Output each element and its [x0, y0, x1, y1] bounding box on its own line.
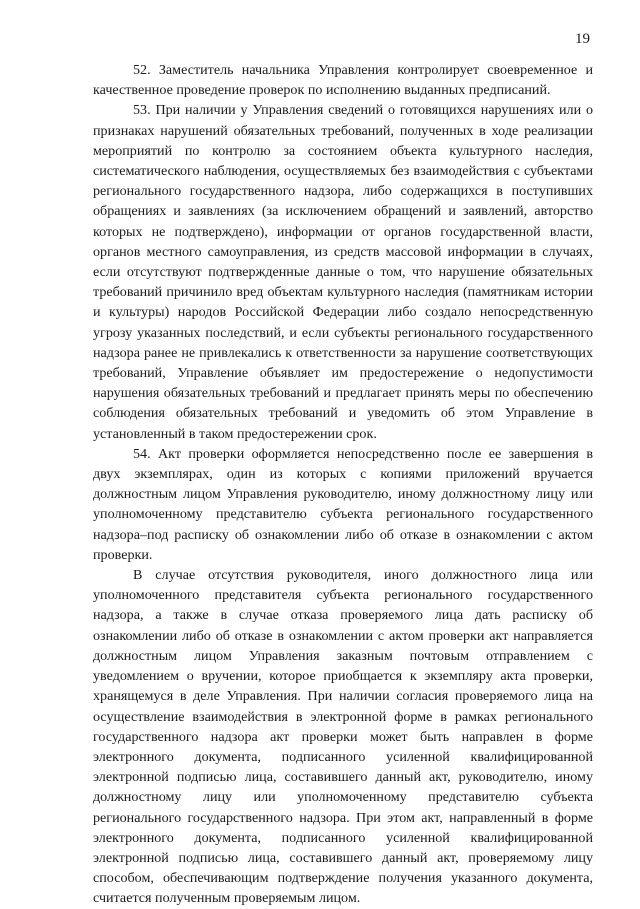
page-number: 19	[575, 31, 590, 47]
paragraph-54-continuation: В случае отсутствия руководителя, иного должностного лица или уполномоченного представителя субъекта регионального государственного надзора, а также в случае отказа проверяемого лица дать расписку об ознакомлении либо об отказе в ознакомлении с актом проверки акт направляется должностным лицом Управления заказным почтовым отправлением с уведомлением о вручении, которое приобщается к экземпляру акта проверки, хранящемуся в деле Управления. При наличии согласия проверяемого лица на осуществление взаимодействия в электронной форме в рамках регионального государственного надзора акт проверки может быть направлен в форме электронного документа, подписанного усиленной квалифицированной электронной подписью лица, составившего данный акт, руководителю, иному должностному лицу или уполномоченному представителю субъекта регионального государственного надзора. При этом акт, направленный в форме электронного документа, подписанного усиленной квалифицированной электронной подписью лица, составившего данный акт, проверяемому лицу способом, обеспечивающим подтверждение получения указанного документа, считается полученным проверяемым лицом.	[93, 567, 593, 907]
paragraph-52: 52. Заместитель начальника Управления контролирует своевременное и качественное проведение проверок по исполнению выданных предписаний.	[93, 62, 593, 99]
document-body	[93, 60, 593, 909]
paragraph-53: 53. При наличии у Управления сведений о готовящихся нарушениях или о признаках нарушений обязательных требований, полученных в ходе реализации мероприятий по контролю за состоянием объекта культурного наследия, систематического наблюдения, осуществляемых без взаимодействия с субъектами регионального государственного надзора, либо содержащихся в поступивших обращениях и заявлениях (за исключением обращений и заявлений, авторство которых не подтверждено), информации от органов государственной власти, органов местного самоуправления, из средств массовой информации в случаях, если отсутствуют подтвержденные данные о том, что нарушение обязательных требований причинило вред объектам культурного наследия (памятникам истории и культуры) народов Российской Федерации либо создало непосредственную угрозу указанных последствий, и если субъекты регионального государственного надзора ранее не привлекались к ответственности за нарушение соответствующих требований, Управление объявляет им предостережение о недопустимости нарушения обязательных требований и предлагает принять меры по обеспечению соблюдения обязательных требований и уведомить об этом Управление в установленный в таком предостережении срок.	[93, 102, 593, 442]
paragraph-54: 54. Акт проверки оформляется непосредственно после ее завершения в двух экземплярах, один из которых с копиями приложений вручается должностным лицом Управления руководителю, иному должностному лицу или уполномоченному представителю субъекта регионального государственного надзора–под расписку об ознакомлении либо об отказе в ознакомлении с актом проверки.	[93, 445, 593, 563]
